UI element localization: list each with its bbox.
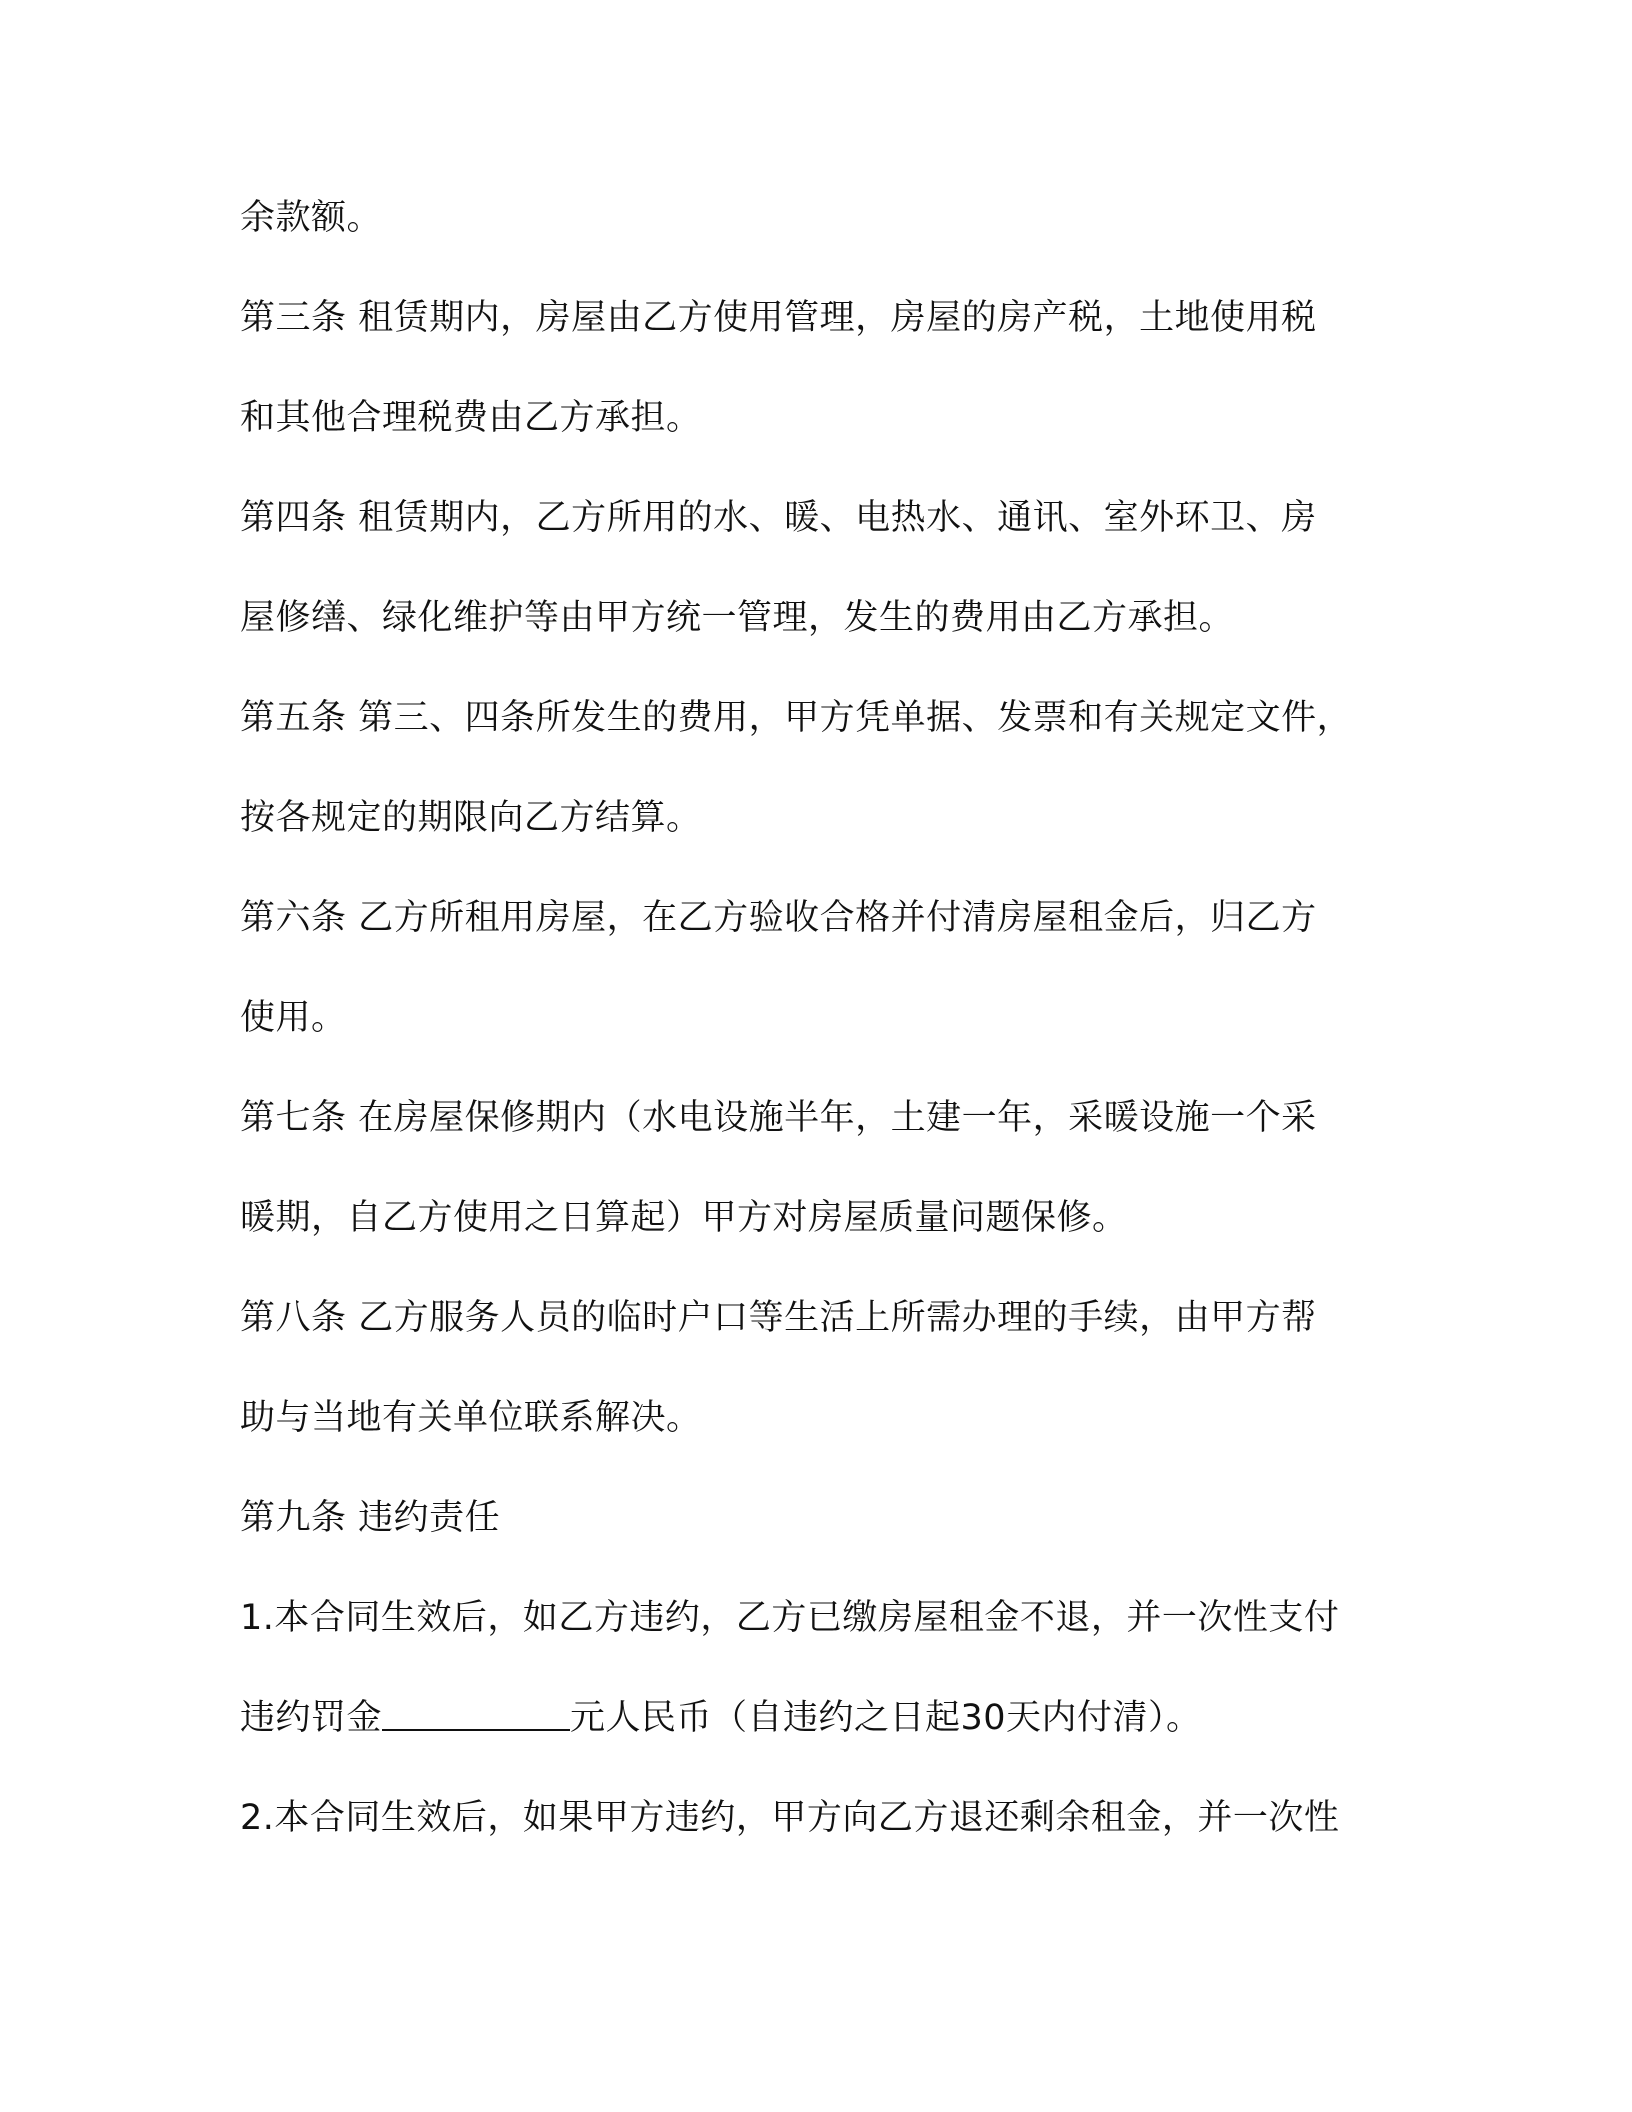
section-heading-breach-liability: 第九条 违约责任	[240, 1498, 501, 1538]
text-line-8: 第六条 乙方所租用房屋，在乙方验收合格并付清房屋租金后，归乙方	[240, 898, 1317, 938]
text-line-6: 第五条 第三、四条所发生的费用，甲方凭单据、发票和有关规定文件，	[240, 698, 1353, 738]
text-line-12: 第八条 乙方服务人员的临时户口等生活上所需办理的手续，由甲方帮	[240, 1298, 1317, 1338]
penalty-label: 违约罚金	[240, 1698, 383, 1738]
text-line-7: 按各规定的期限向乙方结算。	[240, 798, 702, 838]
text-line-1: 余款额。	[240, 198, 383, 238]
penalty-amount-blank[interactable]	[382, 1699, 570, 1731]
text-line-15: 1.本合同生效后，如乙方违约，乙方已缴房屋租金不退，并一次性支付	[240, 1598, 1340, 1638]
text-line-10: 第七条 在房屋保修期内（水电设施半年，土建一年，采暖设施一个采	[240, 1098, 1317, 1138]
text-line-13: 助与当地有关单位联系解决。	[240, 1398, 702, 1438]
text-line-2: 第三条 租赁期内，房屋由乙方使用管理，房屋的房产税，土地使用税	[240, 298, 1317, 338]
penalty-currency-text: 元人民币（自违约之日起30天内付清）。	[570, 1698, 1202, 1738]
text-line-11: 暖期，自乙方使用之日算起）甲方对房屋质量问题保修。	[240, 1198, 1128, 1238]
text-line-3: 和其他合理税费由乙方承担。	[240, 398, 702, 438]
text-line-5: 屋修缮、绿化维护等由甲方统一管理，发生的费用由乙方承担。	[240, 598, 1235, 638]
text-line-17: 2.本合同生效后，如果甲方违约，甲方向乙方退还剩余租金，并一次性	[240, 1798, 1340, 1838]
text-line-9: 使用。	[240, 998, 347, 1038]
penalty-line	[240, 1696, 1202, 1740]
text-line-4: 第四条 租赁期内，乙方所用的水、暖、电热水、通讯、室外环卫、房	[240, 498, 1317, 538]
